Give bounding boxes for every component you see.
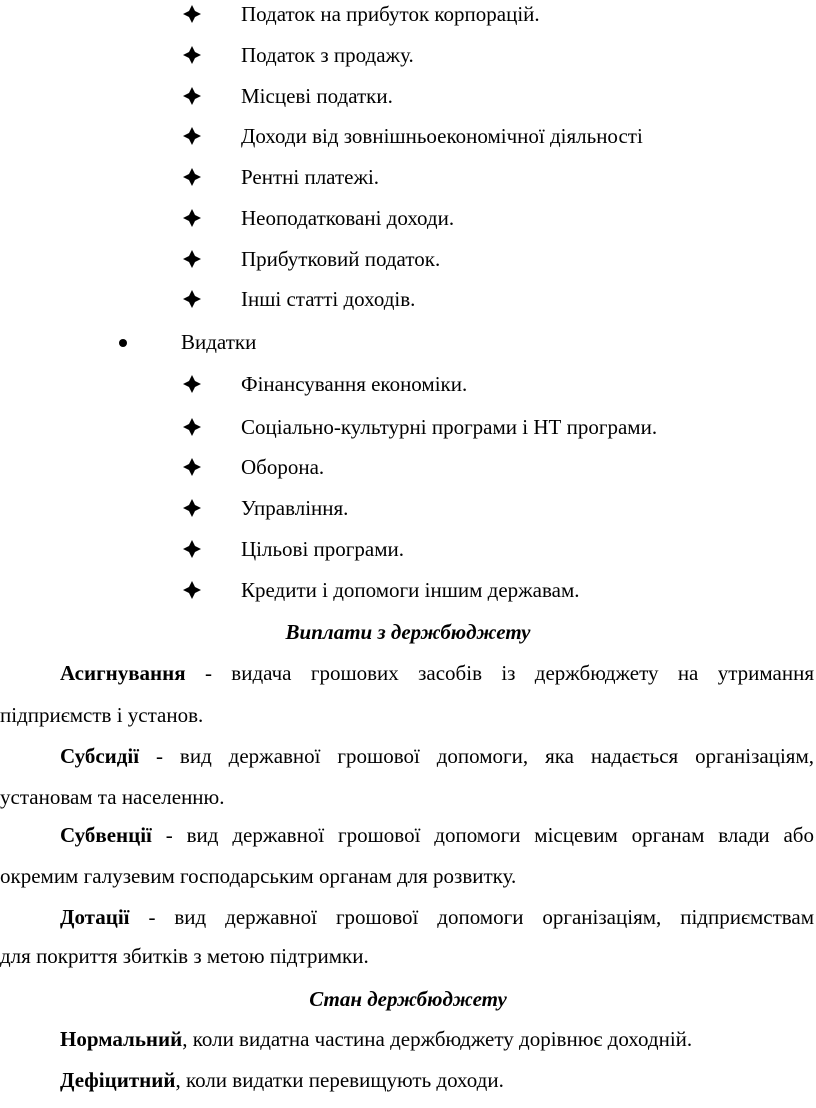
definition-term: Дотації	[60, 905, 130, 929]
income-item: Неоподатковані доходи.	[241, 206, 455, 230]
definition-line: Субсидії - вид державної грошової допомоги, яка надається організаціям,	[60, 744, 814, 768]
diamond-bullet-icon	[183, 375, 201, 393]
expense-item: Оборона.	[241, 455, 325, 479]
expense-item: Управління.	[241, 496, 349, 520]
round-bullet-icon	[119, 339, 127, 347]
diamond-bullet-icon	[183, 87, 201, 105]
income-item: Рентні платежі.	[241, 165, 380, 189]
income-item: Прибутковий податок.	[241, 247, 441, 271]
definition-continuation: для покриття збитків з метою підтримки.	[0, 944, 369, 968]
diamond-bullet-icon	[183, 499, 201, 517]
budget-state-term: Дефіцитний	[60, 1068, 176, 1092]
definition-line: Дотації - вид державної грошової допомоги організаціям, підприємствам	[60, 905, 814, 929]
expenses-label: Видатки	[181, 330, 257, 354]
budget-state-heading: Стан держбюджету	[309, 987, 507, 1011]
income-item: Доходи від зовнішньоекономічної діяльності	[241, 124, 643, 148]
expense-item: Кредити і допомоги іншим державам.	[241, 578, 580, 602]
definition-continuation: окремим галузевим господарським органам для розвитку.	[0, 864, 517, 888]
income-item: Податок з продажу.	[241, 43, 414, 67]
income-item: Місцеві податки.	[241, 84, 393, 108]
definition-continuation: підприємств і установ.	[0, 703, 204, 727]
diamond-bullet-icon	[183, 418, 201, 436]
diamond-bullet-icon	[183, 168, 201, 186]
payments-heading: Виплати з держбюджету	[285, 620, 531, 644]
definition-line: Субвенції - вид державної грошової допомоги місцевим органам влади або	[60, 823, 814, 847]
budget-state-line: Нормальний, коли видатна частина держбюджету дорівнює доходній.	[60, 1027, 693, 1051]
budget-state-line: Дефіцитний, коли видатки перевищують доходи.	[60, 1068, 504, 1092]
budget-state-term: Нормальний	[60, 1027, 183, 1051]
expense-item: Цільові програми.	[241, 537, 405, 561]
definition-term: Субвенції	[60, 823, 152, 847]
diamond-bullet-icon	[183, 209, 201, 227]
diamond-bullet-icon	[183, 290, 201, 308]
definition-term: Субсидії	[60, 744, 140, 768]
diamond-bullet-icon	[183, 458, 201, 476]
diamond-bullet-icon	[183, 127, 201, 145]
definition-term: Асигнування	[60, 661, 186, 685]
diamond-bullet-icon	[183, 5, 201, 23]
diamond-bullet-icon	[183, 540, 201, 558]
expense-item: Фінансування економіки.	[241, 372, 468, 396]
expense-item: Соціально-культурні програми і НТ програми.	[241, 415, 658, 439]
definition-line: Асигнування - видача грошових засобів із держбюджету на утримання	[60, 661, 814, 685]
diamond-bullet-icon	[183, 250, 201, 268]
income-item: Інші статті доходів.	[241, 287, 416, 311]
income-item: Податок на прибуток корпорацій.	[241, 2, 540, 26]
diamond-bullet-icon	[183, 581, 201, 599]
definition-continuation: установам та населенню.	[0, 785, 225, 809]
diamond-bullet-icon	[183, 46, 201, 64]
